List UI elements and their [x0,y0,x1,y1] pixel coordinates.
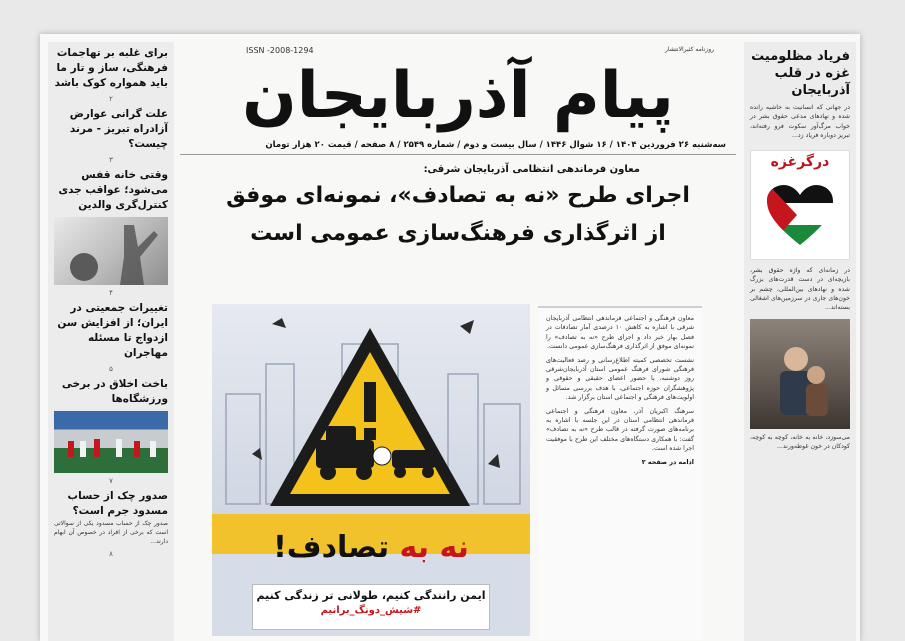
main-headline [180,160,736,284]
continued-note: ادامه در صفحه ۲ [641,457,694,466]
divider [180,154,736,155]
page-number: ۲ [109,95,113,103]
right-column [744,42,856,641]
issn: ISSN -2008-1294 [246,46,314,55]
headline-line1: اجرای طرح «نه به تصادف»، نمونه‌ای موفق [226,183,690,208]
teaser-title: وقتی خانه قفس می‌شود؛ عواقب جدی کنترل‌گری والدین [58,169,168,211]
masthead [180,34,736,162]
headline-kicker: معاون فرماندهی انتظامی آذربایجان شرقی: [423,164,640,175]
hashtag: #شیش_دونگ_برانیم [320,605,422,616]
slogan-part-a: نه به [399,530,469,565]
lead-article [538,306,702,640]
subtitle: روزنامه کثیرالانتشار [665,46,714,53]
stadium-photo [54,411,168,473]
slogan-part-b: تصادف! [273,530,390,565]
gaza-text-2: در زمانه‌ای که واژه حقوق بشر، بازیچه‌ای در دست قدرت‌های بزرگ شده و نهادهای بین‌المللی، چشم بر خون‌های جاری در سرزمین‌های اشغالی بسته‌اند... [750,267,850,312]
gaza-poster-title: درگرغزه [770,154,830,171]
teaser-title: برای غلبه بر تهاجمات فرهنگی، ساز و تار ما باید همواره کوک باشد [54,47,168,89]
dateline: سه‌شنبه ۲۶ فروردین ۱۴۰۴ / ۱۶ شوال ۱۴۴۶ / سال بیست و دوم / شماره ۲۵۴۹ / ۸ صفحه / قیمت ۲۰ هزار تومان [265,140,726,150]
article-paragraph: نشست تخصصی کمیته اطلاع‌رسانی و رصد فعالیت‌های فرهنگی شورای فرهنگ عمومی استان آذربایجان‌شرقی روز دوشنبه، با حضور اعضای حقیقی و حقوقی و پژوهشگران حوزه اجتماعی، با هدف بررسی مسائل و اولویت‌های فرهنگی و اجتماعی استان برگزار شد. [546,356,694,402]
road-safety-poster [212,304,530,636]
left-column [48,42,174,641]
teaser-title: صدور چک از حساب مسدود جرم است؟ [67,490,168,517]
headline-line2: از اثرگذاری فرهنگ‌سازی عمومی است [250,221,666,246]
gaza-text-3: می‌سوزد، خانه به خانه، کوچه به کوچه، کودکان در خون غوطه‌ورند... [750,433,850,450]
page-number: ۳ [109,156,113,164]
article-paragraph: سرهنگ اکبریان آذر، معاون فرهنگی و اجتماعی فرماندهی انتظامی استان در این جلسه با اشاره به برنامه‌های صورت گرفته در قالب طرح «نه به تصادف» گفت: با همکاری دستگاه‌های مختلف این طرح با موفقیت اجرا شده است. [546,407,694,453]
gaza-text: در جهانی که انسانیت به حاشیه رانده شده و نهادهای مدعی حقوق بشر در خواب مرگ‌آور سکوت فرو رفته‌اند، تبریز دوباره فریاد زد... [750,104,850,139]
newspaper-page [40,34,860,641]
page-number: ۵ [109,365,113,373]
gaza-poster [750,150,850,260]
gaza-photo [750,319,850,429]
teaser-title: باخت اخلاق در برخی ورزشگاه‌ها [61,378,168,405]
warning-triangle-icon [264,322,476,512]
teaser-text: صدور چک از حساب مسدود یکی از سوالاتی است که برخی از افراد در خصوص آن ابهام دارند... [54,520,168,545]
page-number: ۸ [109,550,113,558]
poster-banner [252,584,490,630]
teaser-title: علت گرانی عوارض آزادراه تبریز - مرند چیست؟ [69,108,168,150]
gaza-headline: فریاد مظلومیت غزه در قلب آذربایجان [751,49,850,98]
page-number: ۷ [109,477,113,485]
child-shadow-photo [54,217,168,285]
teaser-title: تغییرات جمعیتی در ایران؛ از افزایش سن ازدواج تا مسئله مهاجران [57,302,168,359]
banner-text: ایمن رانندگی کنیم، طولانی تر زندگی کنیم [256,589,486,602]
article-paragraph: معاون فرهنگی و اجتماعی فرماندهی انتظامی آذربایجان شرقی با اشاره به کاهش ۱۰ درصدی آمار تصادفات در فصل بهار خبر داد و اجرای طرح «نه به تصادف» را نمونه‌ای موفق از اثرگذاری فرهنگ‌سازی عمومی دانست. [546,315,694,351]
page-number: ۴ [109,289,113,297]
slogan [212,530,530,565]
newspaper-title: پیام آذربایجان [242,59,674,133]
palestine-heart-icon [765,181,835,251]
